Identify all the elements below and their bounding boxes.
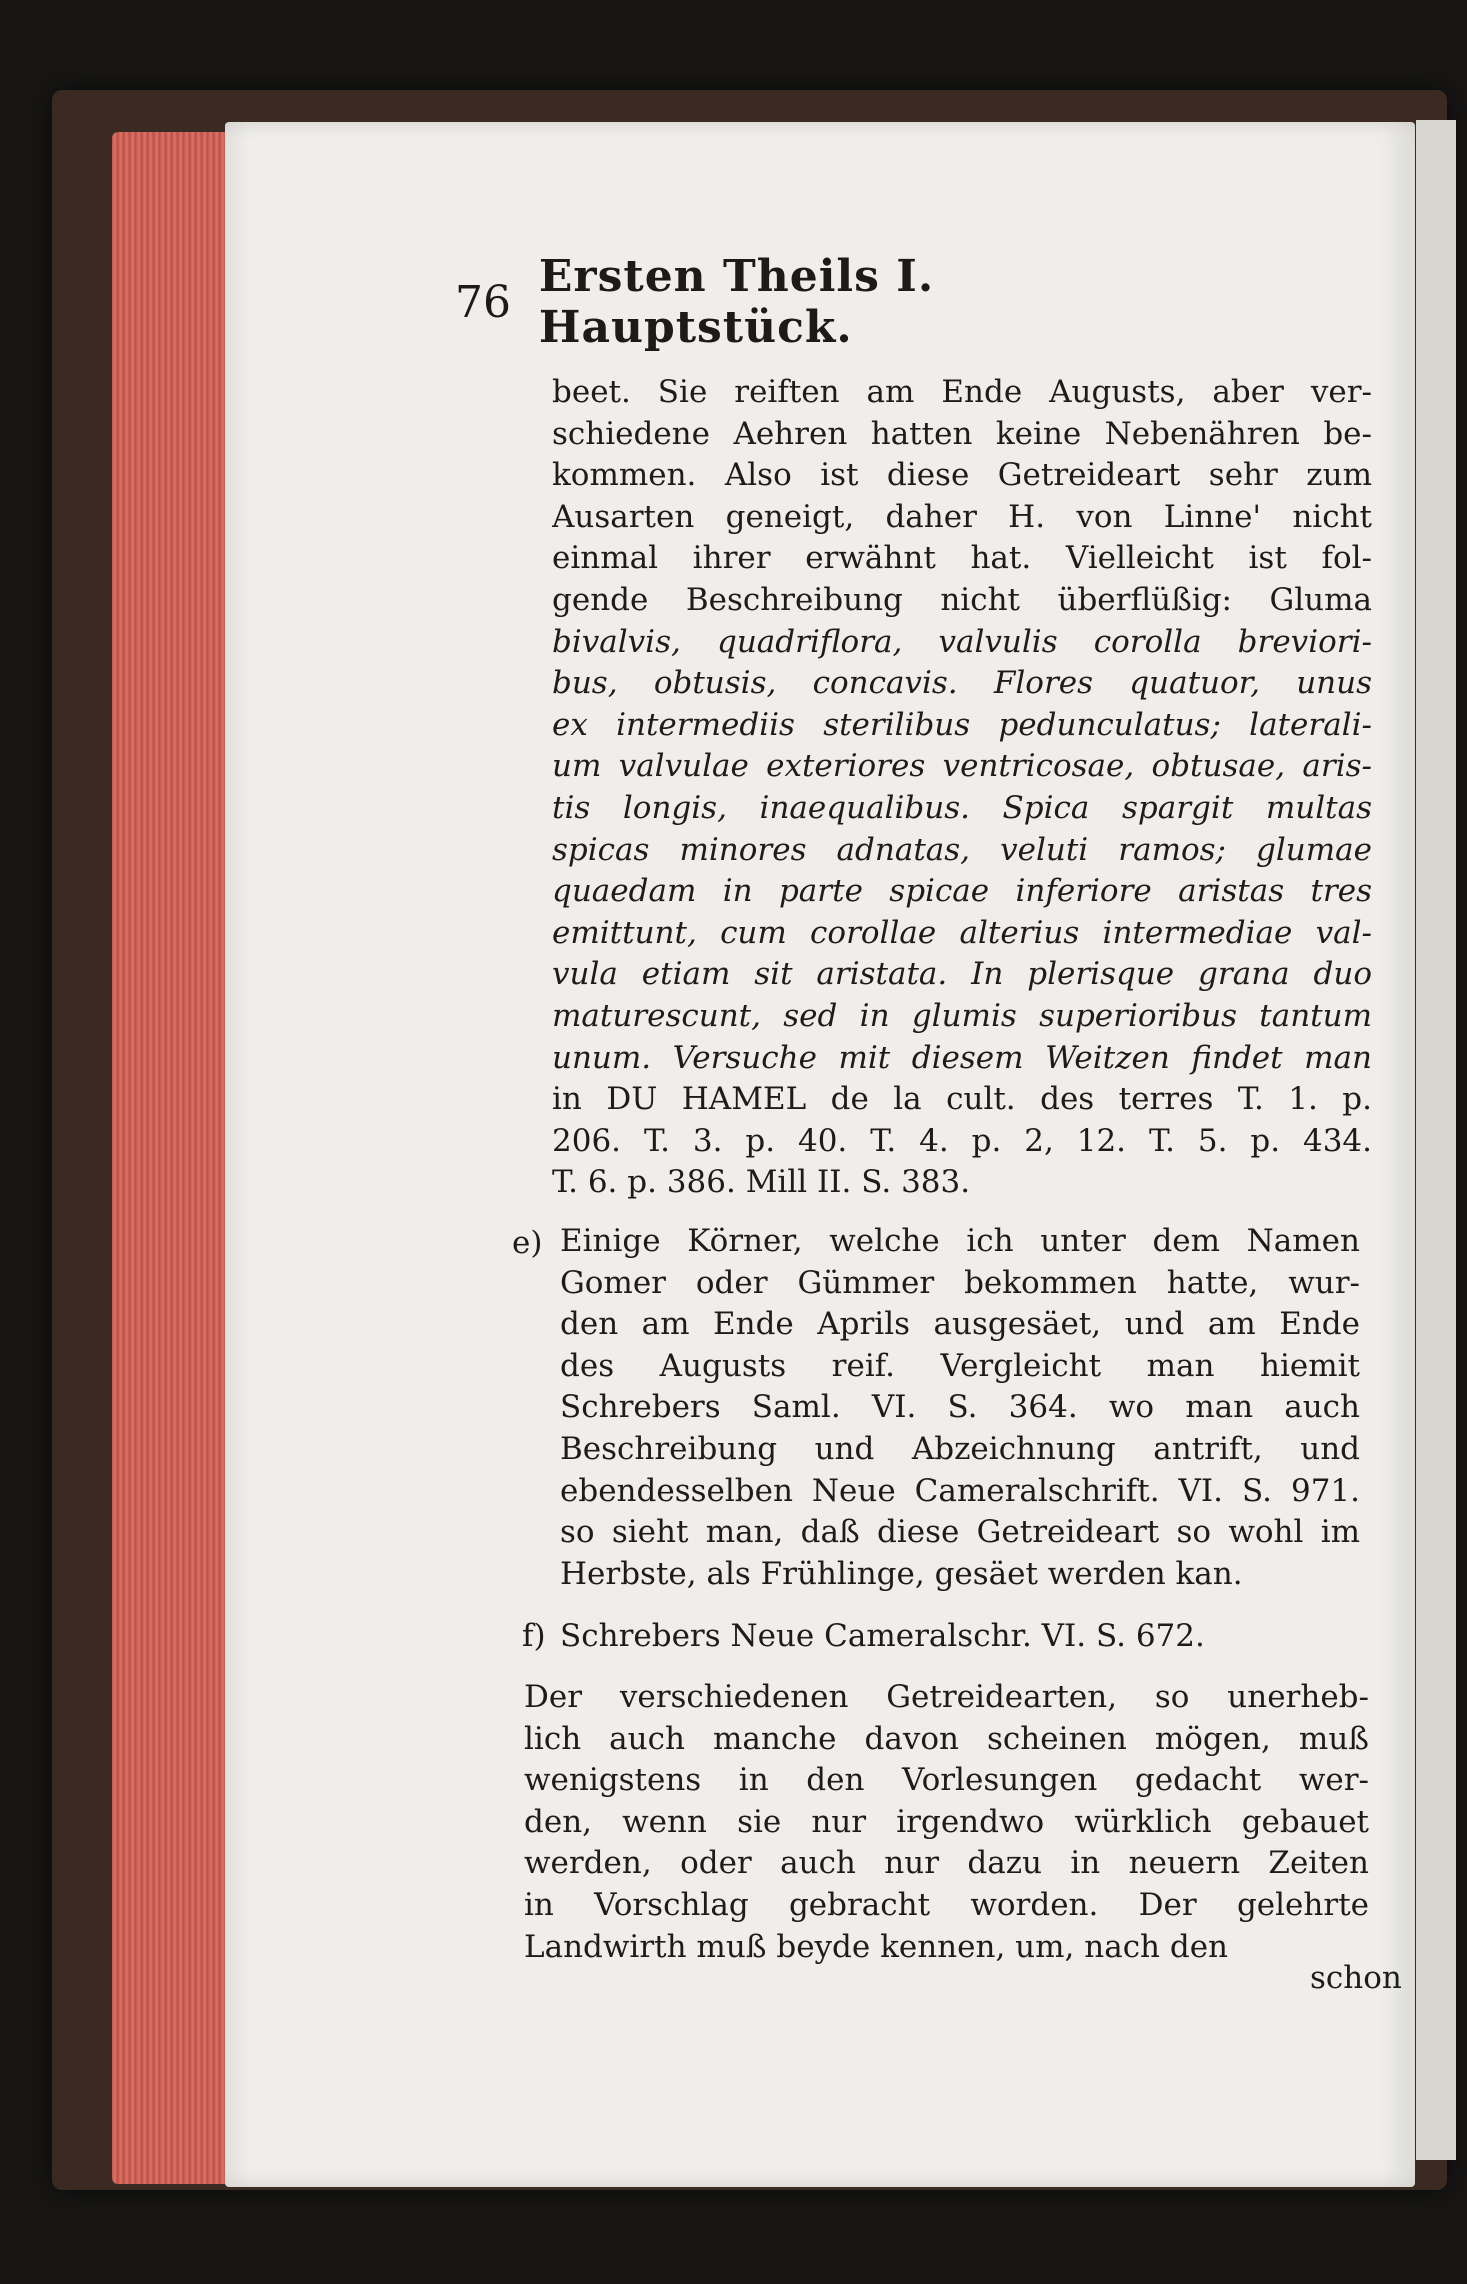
text-line: den am Ende Aprils ausgesäet, und am Ende [560, 1306, 1360, 1343]
text-line: maturescunt, sed in glumis superioribus tantum [552, 997, 1372, 1034]
text-line: den, wenn sie nur irgendwo würklich gebauet [524, 1803, 1369, 1840]
text-line: Beschreibung und Abzeichnung antrift, und [560, 1430, 1360, 1467]
text-line: so sieht man, daß diese Getreideart so wohl im [560, 1514, 1360, 1551]
text-line: Der verschiedenen Getreidearten, so unerheb- [524, 1679, 1369, 1715]
note-e [560, 1221, 1360, 1595]
text-line: kommen. Also ist diese Getreideart sehr zum [552, 457, 1372, 494]
text-line: einmal ihrer erwähnt hat. Vielleicht ist fol- [552, 540, 1372, 577]
text-line: um valvulae exteriores ventricosae, obtusae, aris- [552, 748, 1372, 785]
note-f-label: f) [522, 1618, 546, 1654]
text-line: des Augusts reif. Vergleicht man hiemit [560, 1347, 1360, 1384]
text-line: wenigstens in den Vorlesungen gedacht wer- [524, 1762, 1369, 1799]
text-line: emittunt, cum corollae alterius intermediae val- [552, 914, 1372, 951]
paragraph-1 [552, 372, 1372, 1204]
text-line: in DU HAMEL de la cult. des terres T. 1. p. [552, 1081, 1372, 1118]
running-head [455, 251, 1215, 353]
text-line: ebendesselben Neue Cameralschrift. VI. S. 971. [560, 1472, 1360, 1509]
text-line: gende Beschreibung nicht überflüßig: Gluma [552, 581, 1372, 618]
text-line: Herbste, als Frühlinge, gesäet werden kan. [560, 1555, 1243, 1592]
page-edges [112, 132, 232, 2184]
running-title: Ersten Theils I. Hauptstück. [538, 251, 935, 353]
facing-page-edge [1416, 120, 1456, 2160]
catchword: schon [1310, 1960, 1402, 1996]
text-line: Schrebers Saml. VI. S. 364. wo man auch [560, 1389, 1360, 1426]
text-line: Einige Körner, welche ich unter dem Namen [560, 1223, 1360, 1259]
text-line: bus, obtusis, concavis. Flores quatuor, unus [552, 665, 1372, 702]
text-line: unum. Versuche mit diesem Weitzen findet man [552, 1039, 1372, 1076]
text-line: quaedam in parte spicae inferiore aristas tres [552, 873, 1372, 910]
page-number: 76 [455, 276, 511, 328]
text-line: schiedene Aehren hatten keine Nebenähren be- [552, 415, 1372, 452]
text-line: Gomer oder Gümmer bekommen hatte, wur- [560, 1264, 1360, 1301]
text-line: ex intermediis sterilibus pedunculatus; laterali- [552, 706, 1372, 743]
text-line: lich auch manche davon scheinen mögen, muß [524, 1720, 1369, 1757]
text-line: Landwirth muß beyde kennen, um, nach den [524, 1928, 1229, 1965]
text-line: in Vorschlag gebracht worden. Der gelehrte [524, 1886, 1369, 1923]
note-f-text: Schrebers Neue Cameralschr. VI. S. 672. [560, 1618, 1205, 1654]
text-line: 206. T. 3. p. 40. T. 4. p. 2, 12. T. 5. p. 434. [552, 1122, 1372, 1159]
text-line: bivalvis, quadriflora, valvulis corolla breviori- [552, 623, 1372, 660]
paragraph-2 [524, 1677, 1369, 1968]
note-e-label: e) [512, 1225, 543, 1261]
text-line: spicas minores adnatas, veluti ramos; glumae [552, 831, 1372, 868]
text-line: tis longis, inaequalibus. Spica spargit multas [552, 789, 1372, 826]
text-line: werden, oder auch nur dazu in neuern Zeiten [524, 1845, 1369, 1882]
text-line: vula etiam sit aristata. In plerisque grana duo [552, 956, 1372, 993]
text-line: Ausarten geneigt, daher H. von Linne' nicht [552, 498, 1372, 535]
text-line: beet. Sie reiften am Ende Augusts, aber ver- [552, 374, 1372, 410]
text-line: T. 6. p. 386. Mill II. S. 383. [552, 1164, 971, 1201]
